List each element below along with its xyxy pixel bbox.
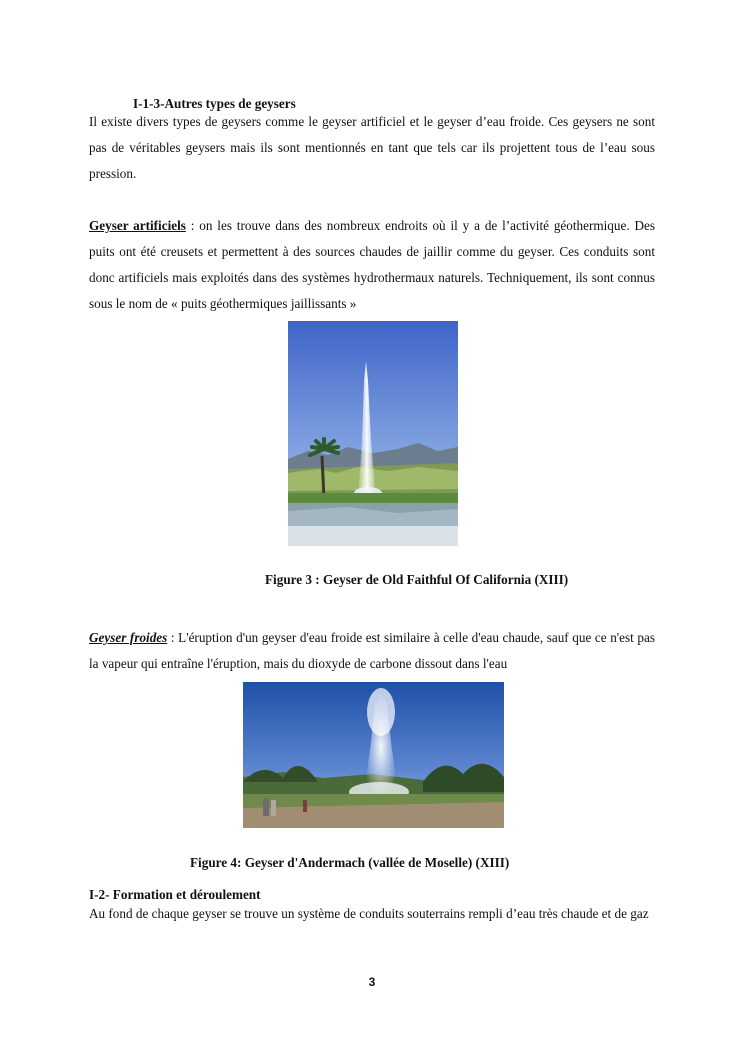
paragraph-geyser-artificiels — [89, 213, 655, 317]
paragraph-geyser-froides — [89, 625, 655, 677]
term-geyser-artificiels: Geyser artificiels — [89, 218, 186, 233]
geyser-froides-text: L'éruption d'un geyser d'eau froide est similaire à celle d'eau chaude, sauf que ce n'est pas la vapeur qui entraîne l'éruption, mais du dioxyde de carbone dissout dans l'eau — [89, 630, 655, 671]
paragraph-formation: Au fond de chaque geyser se trouve un système de conduits souterrains rempli d’eau très chaude et de gaz — [89, 906, 649, 921]
term-separator: : — [185, 218, 200, 233]
figure-3-caption: Figure 3 : Geyser de Old Faithful Of California (XIII) — [265, 572, 569, 587]
section-heading-formation: I-2- Formation et déroulement — [89, 887, 261, 902]
geyser-artificiels-text: on les trouve dans des nombreux endroits où il y a de l’activité géothermique. Des puits ont été creusets et permettent à des sources chaudes de jaillir comme du geyser. Ces conduits sont donc artificiels mais exploités dans des systèmes hydrothermaux naturels. Techniquement, ils sont connus sous le nom de « puits géothermiques jaillissants » — [89, 218, 656, 311]
figure-4-photo-geyser-andermach — [243, 682, 504, 828]
term-geyser-froides: Geyser froides — [89, 630, 168, 645]
figure-3-photo-old-faithful-california — [288, 321, 458, 546]
term-separator: : — [167, 630, 179, 645]
page-number: 3 — [368, 975, 376, 989]
section-heading-autres-types: I-1-3-Autres types de geysers — [133, 96, 296, 111]
paragraph-intro: Il existe divers types de geysers comme le geyser artificiel et le geyser d’eau froide. Ces geysers ne sont pas de véritables geysers mais ils sont mentionnés en tant que tels car ils projettent tous de l’eau sous pression. — [89, 114, 655, 181]
figure-4-caption: Figure 4: Geyser d'Andermach (vallée de Moselle) (XIII) — [190, 855, 510, 870]
